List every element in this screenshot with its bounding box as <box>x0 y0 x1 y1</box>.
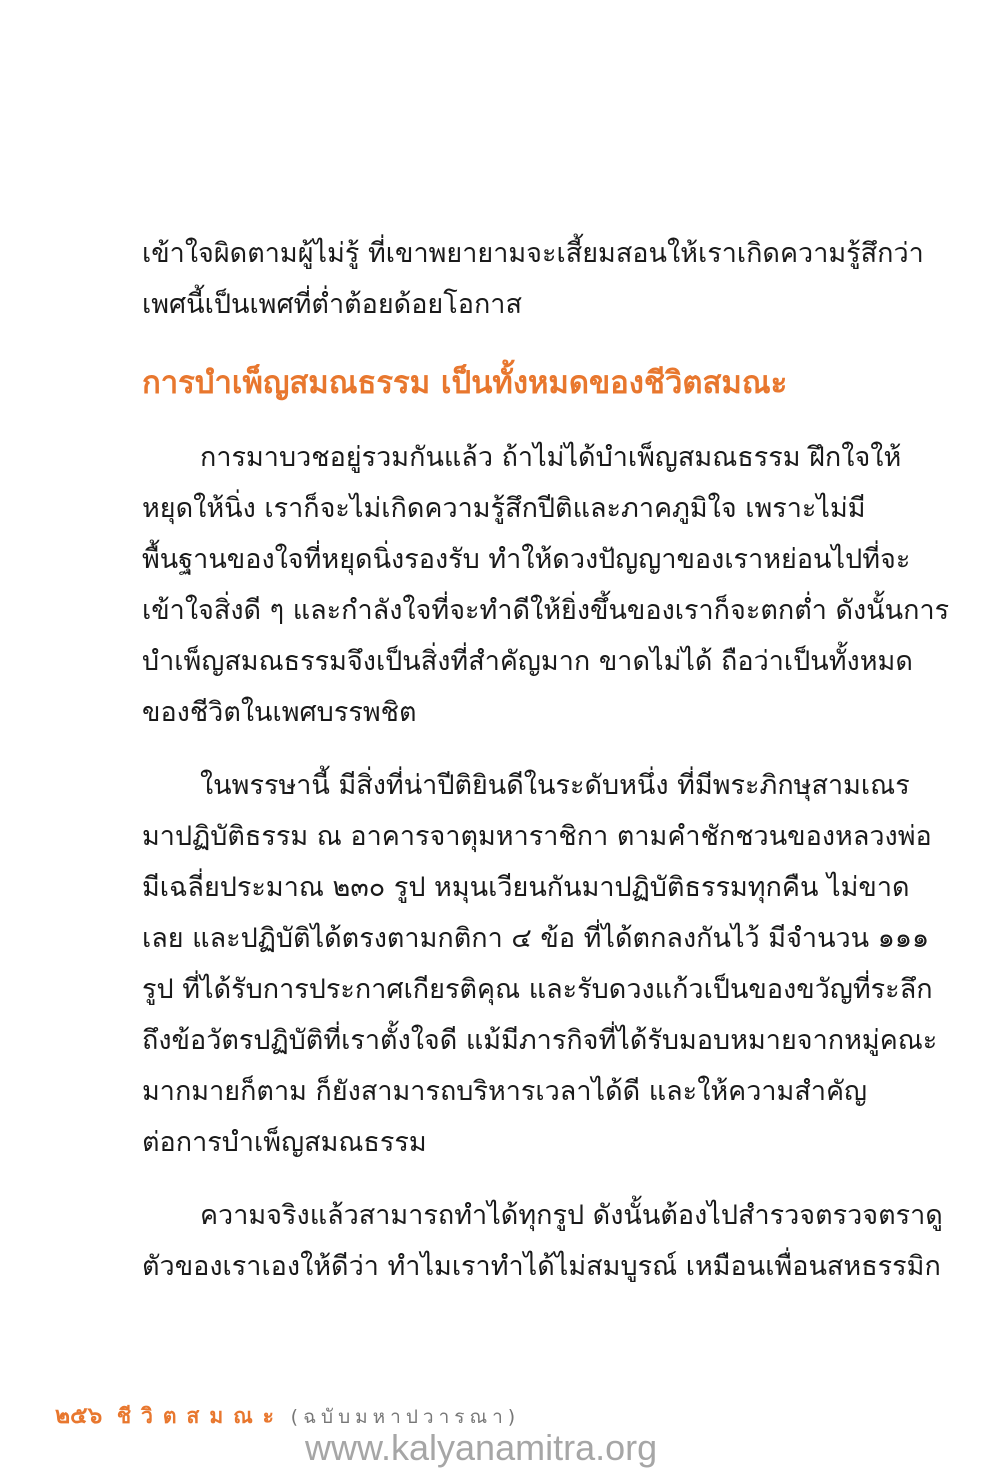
text-line: เลย และปฏิบัติได้ตรงตามกติกา ๔ ข้อ ที่ได้ตกลงกันไว้ มีจำนวน ๑๑๑ <box>142 923 930 954</box>
text-line: ของชีวิตในเพศบรรพชิต <box>142 697 417 728</box>
paragraph-1 <box>142 228 924 330</box>
text-line: มีเฉลี่ยประมาณ ๒๓๐ รูป หมุนเวียนกันมาปฏิบัติธรรมทุกคืน ไม่ขาด <box>142 872 910 903</box>
watermark-url: www.kalyanamitra.org <box>305 1427 658 1468</box>
paragraph-2 <box>142 432 950 738</box>
text-line: เข้าใจผิดตามผู้ไม่รู้ ที่เขาพยายามจะเสี้ยมสอนให้เราเกิดความรู้สึกว่า <box>142 238 924 269</box>
text-line: ถึงข้อวัตรปฏิบัติที่เราตั้งใจดี แม้มีภารกิจที่ได้รับมอบหมายจากหมู่คณะ <box>142 1025 938 1056</box>
text-line: บำเพ็ญสมณธรรมจึงเป็นสิ่งที่สำคัญมาก ขาดไม่ได้ ถือว่าเป็นทั้งหมด <box>142 646 913 677</box>
text-line: ความจริงแล้วสามารถทำได้ทุกรูป ดังนั้นต้องไปสำรวจตรวจตราดู <box>200 1200 943 1231</box>
edition-label: (ฉบับมหาปวารณา) <box>290 1406 521 1428</box>
text-line: เพศนี้เป็นเพศที่ต่ำต้อยด้อยโอกาส <box>142 289 522 320</box>
text-line: รูป ที่ได้รับการประกาศเกียรติคุณ และรับดวงแก้วเป็นของขวัญที่ระลึก <box>142 974 933 1005</box>
text-line: หยุดให้นิ่ง เราก็จะไม่เกิดความรู้สึกปีติและภาคภูมิใจ เพราะไม่มี <box>142 493 866 524</box>
text-line: การมาบวชอยู่รวมกันแล้ว ถ้าไม่ได้บำเพ็ญสมณธรรม ฝึกใจให้ <box>200 442 902 473</box>
section-heading: การบำเพ็ญสมณธรรม เป็นทั้งหมดของชีวิตสมณะ <box>142 365 788 401</box>
book-title: ชีวิตสมณะ <box>116 1404 284 1428</box>
page-number: ๒๕๖ <box>55 1403 103 1429</box>
text-line: ต่อการบำเพ็ญสมณธรรม <box>142 1127 427 1158</box>
text-line: มาปฏิบัติธรรม ณ อาคารจาตุมหาราชิกา ตามคำชักชวนของหลวงพ่อ <box>142 821 932 852</box>
text-line: พื้นฐานของใจที่หยุดนิ่งรองรับ ทำให้ดวงปัญญาของเราหย่อนไปที่จะ <box>142 544 911 575</box>
paragraph-3 <box>142 760 938 1168</box>
page-content <box>142 228 950 1292</box>
text-line: เข้าใจสิ่งดี ๆ และกำลังใจที่จะทำดีให้ยิ่งขึ้นของเราก็จะตกต่ำ ดังนั้นการ <box>142 595 950 626</box>
text-line: ตัวของเราเองให้ดีว่า ทำไมเราทำได้ไม่สมบูรณ์ เหมือนเพื่อนสหธรรมิก <box>142 1251 941 1282</box>
text-line: มากมายก็ตาม ก็ยังสามารถบริหารเวลาได้ดี และให้ความสำคัญ <box>142 1076 868 1107</box>
text-line: ในพรรษานี้ มีสิ่งที่น่าปีติยินดีในระดับหนึ่ง ที่มีพระภิกษุสามเณร <box>200 770 910 801</box>
paragraph-4 <box>142 1190 943 1292</box>
